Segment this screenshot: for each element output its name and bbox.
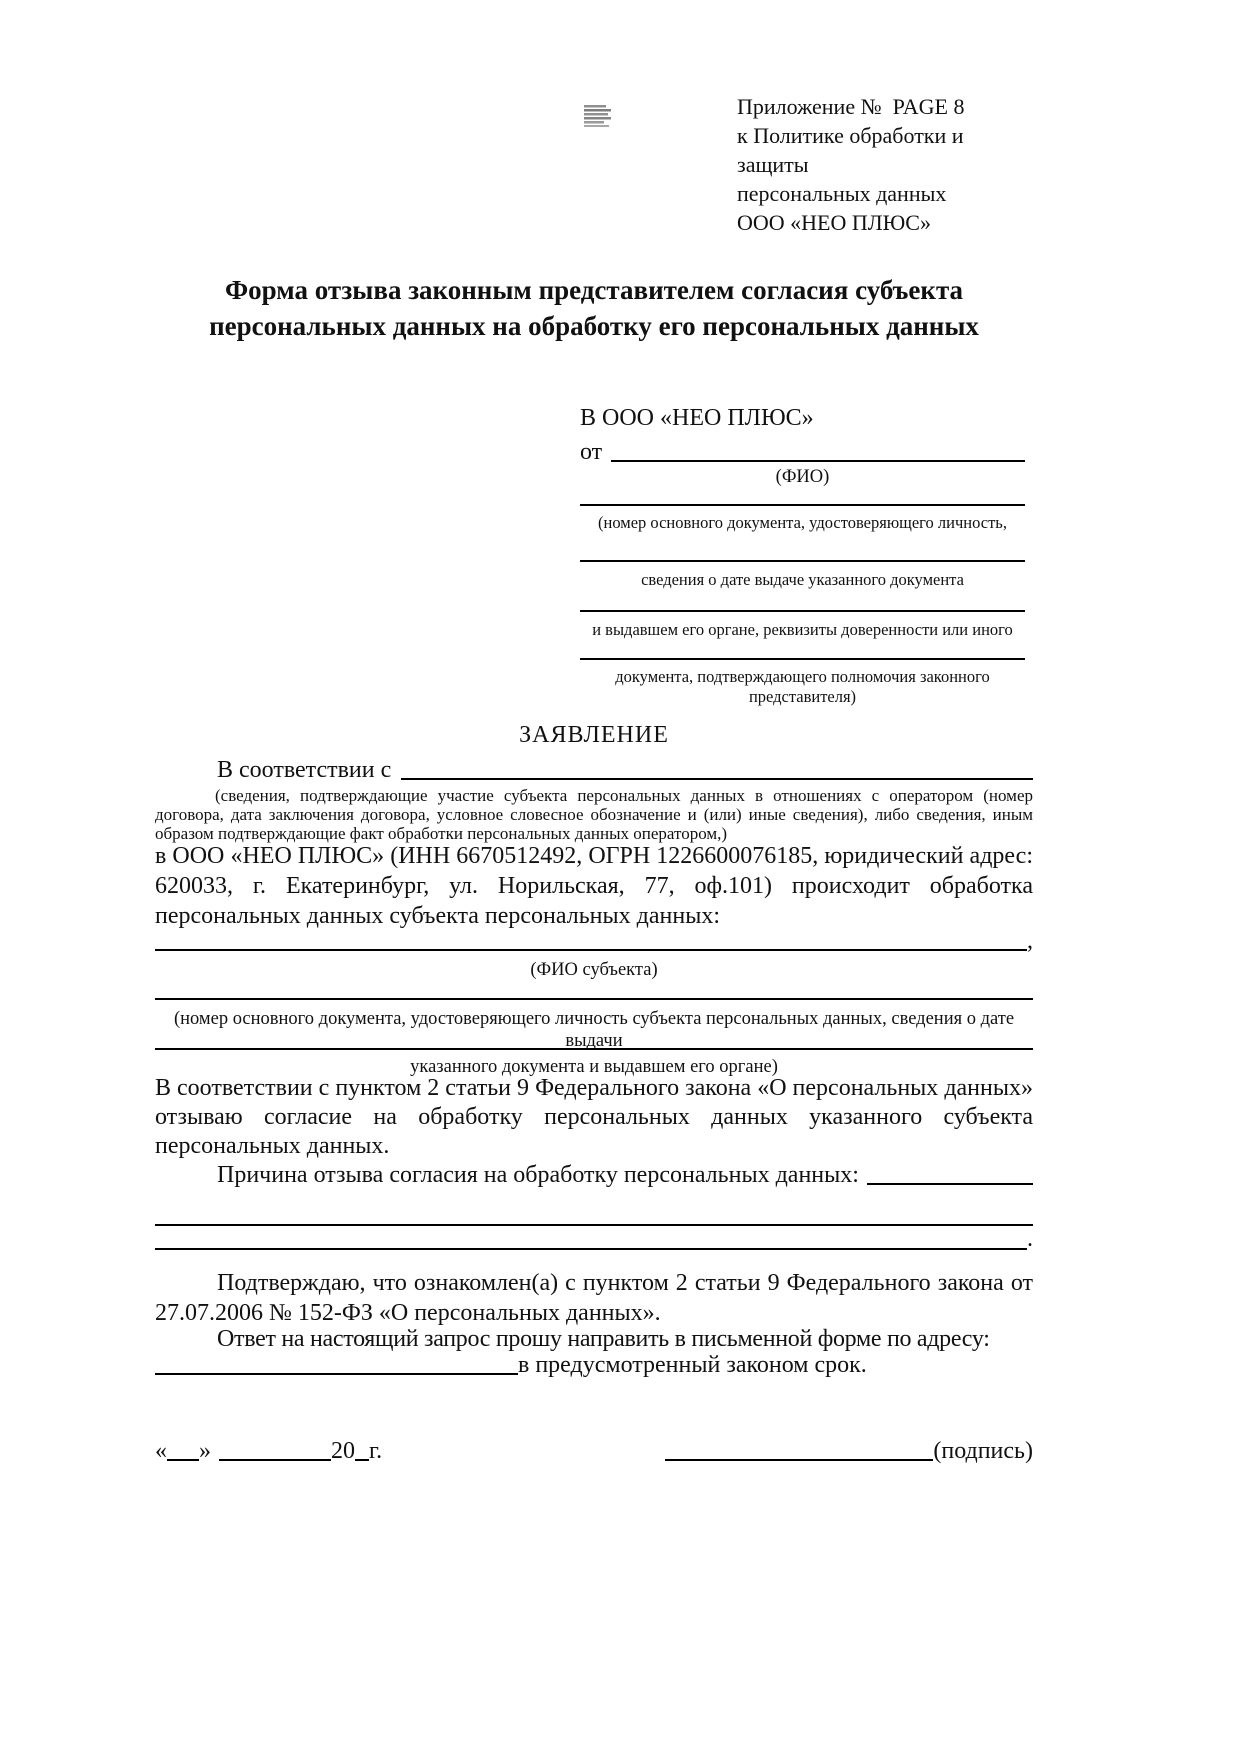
doc-blank-field-1[interactable] — [580, 504, 1025, 506]
footer-row — [155, 1436, 1033, 1466]
subject-fio-caption: (ФИО субъекта) — [530, 960, 658, 980]
reply-address-field[interactable] — [155, 1373, 518, 1375]
mini-text-lines-icon — [583, 104, 613, 128]
date-group — [155, 1436, 382, 1466]
subject-doc-field-1[interactable] — [155, 998, 1033, 1000]
statement-heading: ЗАЯВЛЕНИЕ — [519, 722, 669, 748]
fine-print-note: (сведения, подтверждающие участие субъекта персональных данных в отношениях с оператором (номер договора, дата заключения договора, условное словесное обозначение и (или) иные сведения), либо сведения, иным образом подтверждающие факт обработки персональных данных оператором,) — [155, 786, 1033, 843]
date-open-quote: « — [155, 1438, 167, 1464]
appendix-number-line: Приложение № PAGE 8 — [737, 94, 965, 119]
reason-row — [155, 1160, 1033, 1190]
doc-blank-field-3[interactable] — [580, 610, 1025, 612]
date-month-field[interactable] — [219, 1459, 331, 1461]
reason-end-row — [155, 1228, 1033, 1254]
appendix-header — [737, 92, 1037, 237]
doc-caption-1: (номер основного документа, удостоверяющего личность, — [598, 513, 1007, 532]
reason-extra-field-1[interactable] — [155, 1224, 1033, 1226]
from-row — [580, 437, 1025, 467]
signature-field[interactable] — [665, 1459, 933, 1461]
form-title-line-2: персональных данных на обработку его персональных данных — [209, 311, 979, 341]
doc-caption-4: документа, подтверждающего полномочия законного представителя) — [615, 667, 990, 706]
subject-doc-caption-2: указанного документа и выдавшем его органе) — [410, 1057, 778, 1077]
subject-line-comma: , — [1027, 928, 1033, 954]
addressee-block — [580, 403, 1025, 706]
confirm-paragraph: Подтверждаю, что ознакомлен(а) с пунктом 2 статьи 9 Федерального закона от 27.07.2006 № 152-ФЗ «О персональных данных». — [155, 1270, 1033, 1326]
form-title — [155, 272, 1033, 344]
signature-caption: (подпись) — [933, 1438, 1033, 1464]
reason-label: Причина отзыва согласия на обработку персональных данных: — [217, 1162, 859, 1188]
signature-group — [665, 1436, 1033, 1466]
doc-blank-field-4[interactable] — [580, 658, 1025, 660]
withdraw-paragraph: В соответствии с пунктом 2 статьи 9 Федерального закона «О персональных данных» отзываю согласие на обработку персональных данных указанного субъекта персональных данных. — [155, 1075, 1033, 1159]
doc-caption-2: сведения о дате выдаче указанного документа — [641, 570, 964, 589]
reply-term-label: в предусмотренный законом срок. — [518, 1352, 867, 1378]
to-organization-label: В ООО «НЕО ПЛЮС» — [580, 405, 814, 431]
reply-address-paragraph: Ответ на настоящий запрос прошу направить в письменной форме по адресу: — [217, 1326, 990, 1352]
form-title-line-1: Форма отзыва законным представителем согласия субъекта — [224, 275, 964, 305]
reason-extra-field-2[interactable] — [155, 1248, 1027, 1250]
statement-body — [155, 755, 1033, 1435]
reply-address-row — [155, 1350, 1033, 1380]
reason-end-punct: . — [1027, 1226, 1033, 1252]
subject-doc-caption-1: (номер основного документа, удостоверяющего личность субъекта персональных данных, сведения о дате выдачи — [173, 1009, 1015, 1051]
policy-line-2: персональных данных — [737, 181, 947, 206]
doc-blank-field-2[interactable] — [580, 560, 1025, 562]
subject-doc-field-2[interactable] — [155, 1048, 1033, 1050]
date-close-quote: » — [199, 1438, 211, 1464]
from-label: от — [580, 439, 603, 465]
basis-blank-field[interactable] — [401, 778, 1033, 780]
subject-name-row — [155, 926, 1033, 956]
operator-paragraph: в ООО «НЕО ПЛЮС» (ИНН 6670512492, ОГРН 1226600076185, юридический адрес: 620033, г. Екатеринбург, ул. Норильская, 77, оф.101) происходит обработка персональных данных субъекта персональных данных: — [155, 843, 1033, 929]
date-year-field[interactable] — [355, 1459, 369, 1461]
reason-blank-field[interactable] — [867, 1183, 1033, 1185]
fio-blank-field[interactable] — [611, 460, 1025, 462]
subject-name-field[interactable] — [155, 949, 1027, 951]
intro-row — [155, 755, 1033, 785]
doc-caption-3: и выдавшем его органе, реквизиты доверенности или иного — [592, 620, 1013, 639]
intro-label: В соответствии с — [217, 757, 392, 783]
policy-line-1: к Политике обработки и защиты — [737, 123, 970, 177]
date-year-label: 20 — [331, 1438, 355, 1464]
fio-caption: (ФИО) — [775, 467, 830, 487]
date-year-suffix: г. — [369, 1438, 383, 1464]
organization-name: ООО «НЕО ПЛЮС» — [737, 210, 931, 235]
date-day-field[interactable] — [167, 1459, 199, 1461]
